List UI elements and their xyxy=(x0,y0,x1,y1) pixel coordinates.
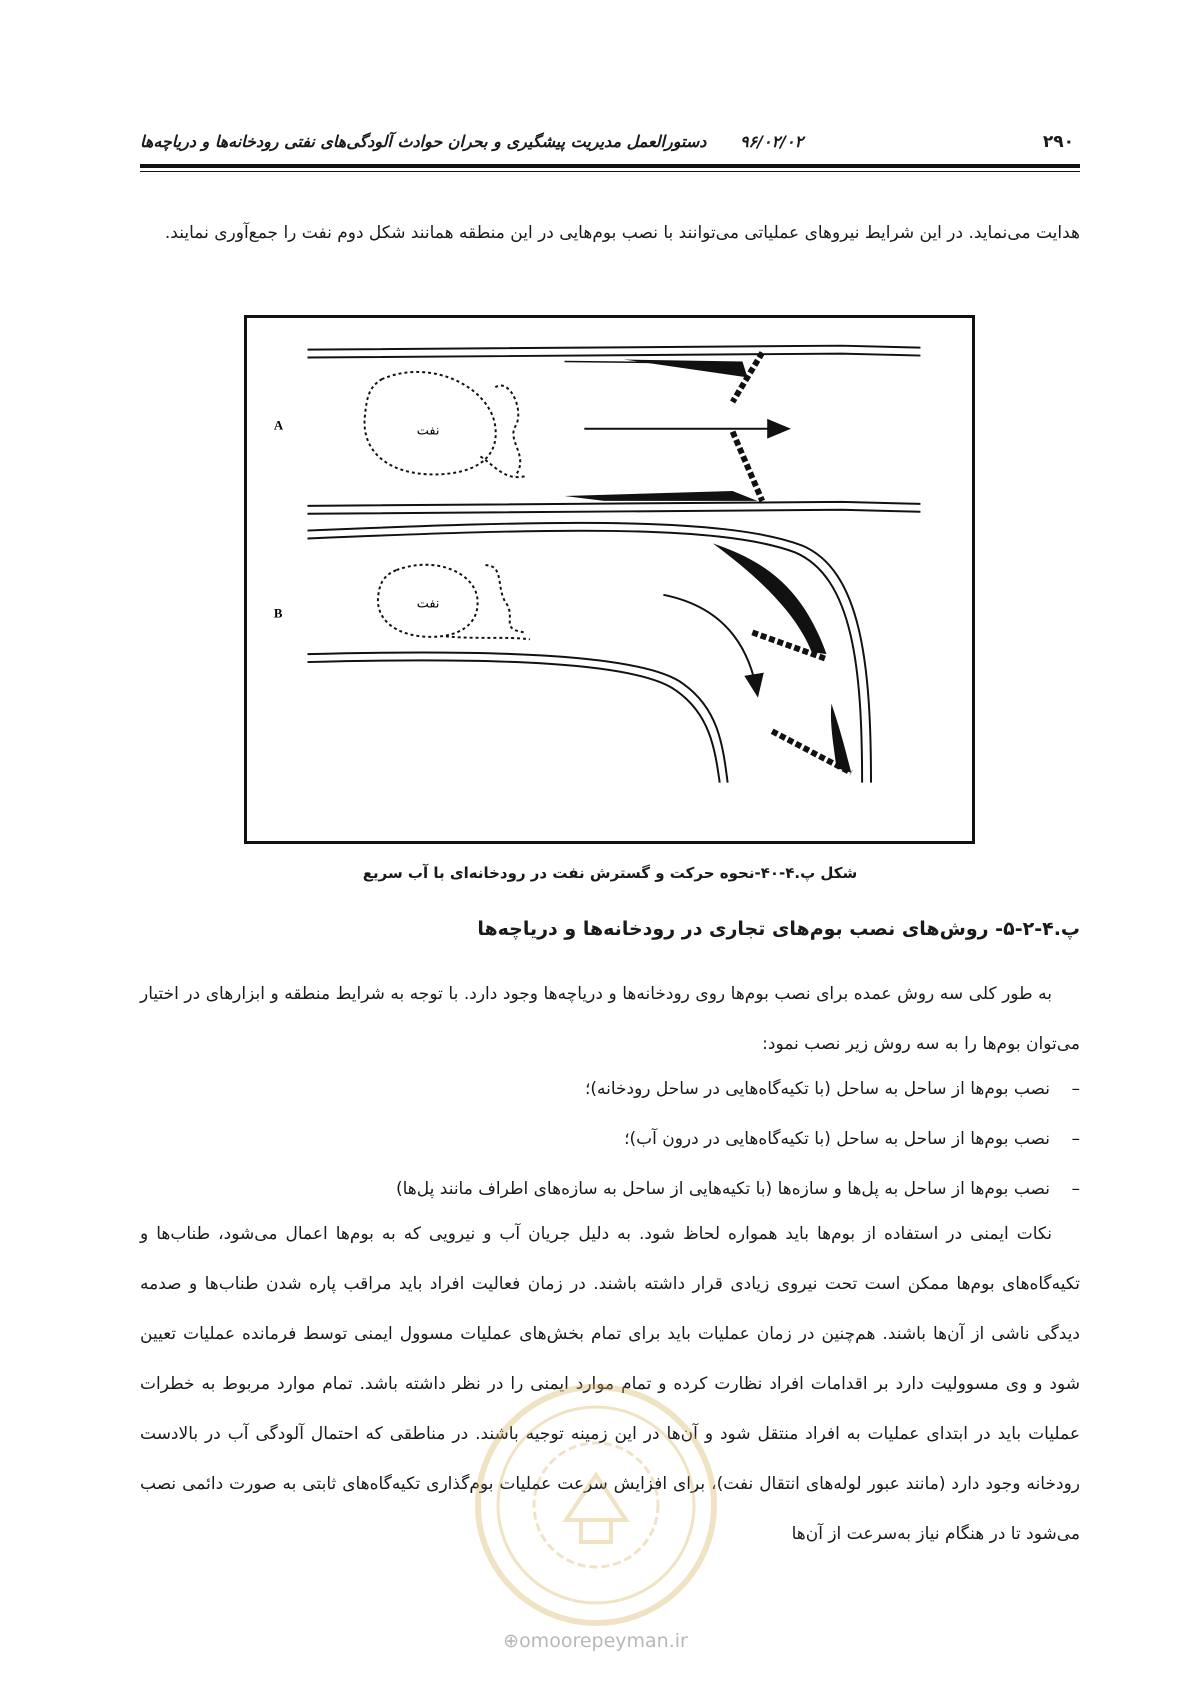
panel-a xyxy=(307,346,920,514)
paragraph-1: به طور کلی سه روش عمده برای نصب بوم‌ها روی رودخانه‌ها و دریاچه‌ها وجود دارد. با توجه به شرایط منطقه و ابزارهای در اختیار می‌توان بوم‌ها را به سه روش زیر نصب نمود: xyxy=(140,984,1080,1054)
footer-website xyxy=(0,1630,1191,1652)
oil-label-b: نفت xyxy=(416,596,440,612)
seal-logo-icon xyxy=(471,1380,721,1630)
header-date: ۹۶/۰۲/۰۲ xyxy=(739,132,804,151)
panel-b-label: B xyxy=(273,606,283,621)
oil-label-a: نفت xyxy=(416,423,440,439)
page-number: ۲۹۰ xyxy=(1042,132,1074,152)
intro-paragraph: هدایت می‌نماید. در این شرایط نیروهای عملیاتی می‌توانند با نصب بوم‌هایی در این منطقه همانند شکل دوم نفت را جمع‌آوری نمایند. xyxy=(164,223,1080,243)
panel-a-label: A xyxy=(273,418,284,433)
panel-b xyxy=(307,523,871,783)
list-item: – نصب بوم‌ها از ساحل به پل‌ها و سازه‌ها (با تکیه‌هایی از ساحل به سازه‌های اطراف مانند پل‌ها) xyxy=(260,1164,1080,1214)
header-title-text: دستورالعمل مدیریت پیشگیری و بحران حوادث آلودگی‌های نفتی رودخانه‌ها و دریاچه‌ها xyxy=(140,132,707,151)
footer-site-text: omoorepeyman.ir xyxy=(519,1630,688,1652)
section-heading: پ.۴-۲-۵- روش‌های نصب بوم‌های تجاری در رودخانه‌ها و دریاچه‌ها xyxy=(477,918,1080,940)
river-oil-figure xyxy=(244,315,975,844)
paragraph-2: نکات ایمنی در استفاده از بوم‌ها باید همواره لحاظ شود. به دلیل جریان آب و نیرویی که به بوم‌ها اعمال می‌شود، طناب‌ها و تکیه‌گاه‌های بوم‌ها ممکن است تحت نیروی زیادی قرار داشته باشند. در زمان فعالیت افراد باید مراقب پاره شدن طناب‌ها و صدمه دیدگی ناشی از آن‌ها باشند. هم‌چنین در زمان عملیات باید برای تمام بخش‌های عملیات مسوول ایمنی توسط فرمانده عملیات تعیین شود و وی مسوولیت دارد بر اقدامات افراد نظارت کرده و تمام موارد ایمنی را در نظر داشته باشد. تمام موارد مربوط به خطرات عملیات باید در ابتدای عملیات به افراد منتقل شود و آن‌ها در این زمینه توجیه باشند. در مناطقی که احتمال آلودگی آب در بالادست رودخانه وجود دارد (مانند عبور لوله‌های انتقال نفت)، برای افزایش سرعت عملیات بوم‌گذاری تکیه‌گاه‌های ثابتی به صورت دائمی نصب می‌شود تا در هنگام نیاز به‌سرعت از آن‌ها xyxy=(140,1224,1080,1544)
running-title xyxy=(140,132,803,151)
footer-globe-icon: ⊕ xyxy=(503,1630,520,1652)
header-rule-thick xyxy=(140,164,1080,168)
list-item: – نصب بوم‌ها از ساحل به ساحل (با تکیه‌گاه‌هایی در درون آب)؛ xyxy=(260,1114,1080,1164)
page-header xyxy=(140,132,1080,162)
list-item: – نصب بوم‌ها از ساحل به ساحل (با تکیه‌گاه‌هایی در ساحل رودخانه)؛ xyxy=(260,1064,1080,1114)
methods-list xyxy=(260,1064,1080,1214)
figure-caption: شکل پ.۴-۴۰-نحوه حرکت و گسترش نفت در رودخانه‌ای با آب سریع xyxy=(362,864,858,882)
river-diagram xyxy=(247,318,972,841)
header-rule-thin xyxy=(140,171,1080,172)
